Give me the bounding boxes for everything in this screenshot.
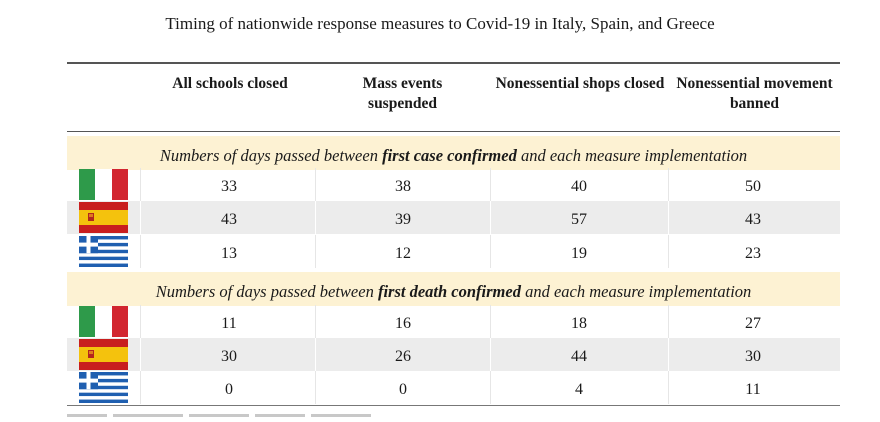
spain-flag-icon (79, 202, 128, 233)
table-cell: 26 (395, 348, 411, 365)
column-divider (668, 338, 669, 371)
table-cell: 16 (395, 315, 411, 332)
italy-flag-icon (79, 169, 128, 200)
column-divider (668, 235, 669, 268)
table-cell: 18 (571, 315, 587, 332)
table-cell: 11 (745, 381, 761, 398)
table-cell: 43 (221, 211, 237, 228)
column-divider (140, 201, 141, 234)
table-cell: 12 (395, 245, 411, 262)
table-cell: 23 (745, 245, 761, 262)
table-cell: 44 (571, 348, 587, 365)
header-rule (67, 131, 840, 132)
column-divider (315, 305, 316, 338)
section-label-emphasis: first death confirmed (377, 282, 521, 301)
section-header-first-case (67, 136, 840, 170)
spain-flag-icon (79, 339, 128, 370)
column-divider (490, 338, 491, 371)
footnote (67, 414, 387, 422)
table-row (67, 235, 840, 268)
greece-flag-icon (79, 372, 128, 403)
bottom-rule (67, 405, 840, 406)
table-cell: 43 (745, 211, 761, 228)
column-divider (140, 168, 141, 201)
table-row (67, 201, 840, 234)
column-divider (140, 371, 141, 404)
chart-title: Timing of nationwide response measures to Covid-19 in Italy, Spain, and Greece (165, 14, 715, 33)
column-divider (668, 305, 669, 338)
column-divider (490, 371, 491, 404)
table-row (67, 371, 840, 404)
column-divider (315, 168, 316, 201)
column-divider (140, 235, 141, 268)
table-cell: 0 (399, 381, 407, 398)
table-cell: 30 (745, 348, 761, 365)
column-divider (490, 305, 491, 338)
column-divider (140, 305, 141, 338)
table-cell: 40 (571, 178, 587, 195)
column-divider (315, 338, 316, 371)
column-divider (490, 235, 491, 268)
column-divider (490, 201, 491, 234)
table-cell: 30 (221, 348, 237, 365)
table-cell: 13 (221, 245, 237, 262)
column-divider (490, 168, 491, 201)
table-cell: 27 (745, 315, 761, 332)
column-divider (315, 201, 316, 234)
column-divider (315, 235, 316, 268)
column-divider (668, 168, 669, 201)
table-cell: 38 (395, 178, 411, 195)
table-cell: 39 (395, 211, 411, 228)
table-cell: 11 (221, 315, 237, 332)
italy-flag-icon (79, 306, 128, 337)
column-header-nonessential-movement-banned: Nonessential movement banned (676, 75, 833, 112)
table-cell: 33 (221, 178, 237, 195)
top-rule (67, 62, 840, 64)
section-label-suffix: and each measure implementation (520, 282, 752, 301)
section-label-prefix: Numbers of days passed between (159, 146, 383, 165)
column-divider (315, 371, 316, 404)
table-cell: 0 (225, 381, 233, 398)
column-divider (668, 371, 669, 404)
table-row (67, 305, 840, 338)
greece-flag-icon (79, 236, 128, 267)
table-row (67, 338, 840, 371)
column-header-nonessential-shops-closed: Nonessential shops closed (495, 75, 665, 92)
section-label-suffix: and each measure implementation (516, 146, 748, 165)
column-divider (668, 201, 669, 234)
column-header-all-schools-closed: All schools closed (172, 75, 288, 92)
column-divider (140, 338, 141, 371)
column-header-mass-events-suspended: Mass events suspended (362, 75, 443, 112)
section-label-prefix: Numbers of days passed between (155, 282, 378, 301)
table-cell: 50 (745, 178, 761, 195)
section-label-emphasis: first case confirmed (382, 146, 517, 165)
table-row (67, 168, 840, 201)
table-cell: 57 (571, 211, 587, 228)
section-header-first-death (67, 272, 840, 306)
table-cell: 4 (575, 381, 583, 398)
table-cell: 19 (571, 245, 587, 262)
